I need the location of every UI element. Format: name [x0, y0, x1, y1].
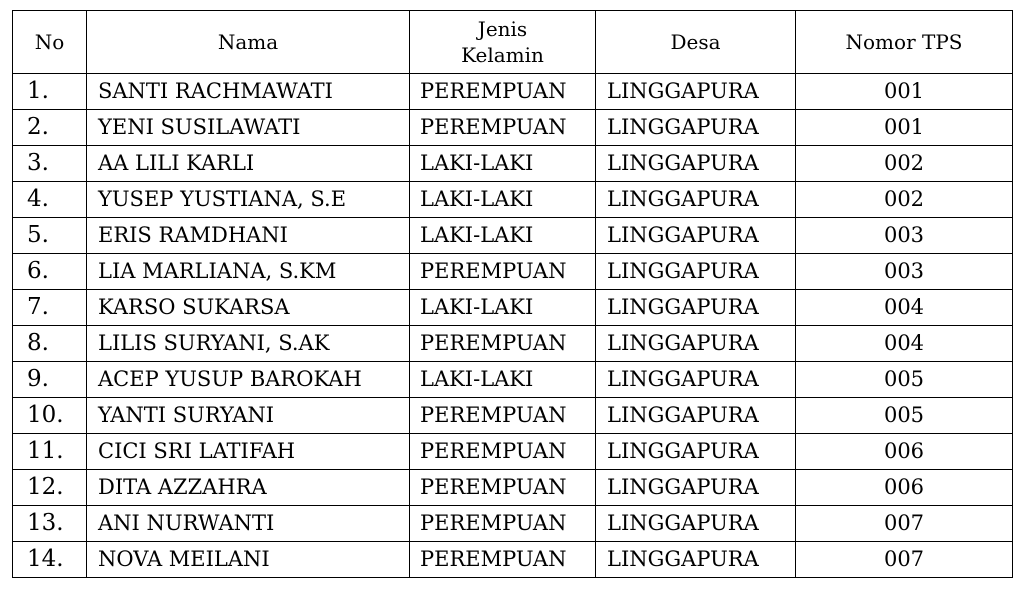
cell-desa: LINGGAPURA: [596, 254, 796, 290]
cell-jenis-kelamin: PEREMPUAN: [410, 470, 596, 506]
table-row: [13, 542, 1013, 578]
cell-nomor-tps: 006: [796, 434, 1013, 470]
cell-desa: LINGGAPURA: [596, 398, 796, 434]
table-row: [13, 110, 1013, 146]
cell-no: 4.: [13, 182, 87, 218]
cell-no: 1.: [13, 74, 87, 110]
table-row: [13, 362, 1013, 398]
cell-nomor-tps: 004: [796, 326, 1013, 362]
header-row: [13, 11, 1013, 74]
cell-nama: LIA MARLIANA, S.KM: [87, 254, 410, 290]
cell-no: 5.: [13, 218, 87, 254]
header-jenis-kelamin-line2: Kelamin: [461, 43, 544, 67]
cell-jenis-kelamin: LAKI-LAKI: [410, 290, 596, 326]
cell-nama: CICI SRI LATIFAH: [87, 434, 410, 470]
cell-jenis-kelamin: PEREMPUAN: [410, 506, 596, 542]
cell-nomor-tps: 005: [796, 398, 1013, 434]
cell-nama: SANTI RACHMAWATI: [87, 74, 410, 110]
cell-nomor-tps: 001: [796, 110, 1013, 146]
cell-nama: ACEP YUSUP BAROKAH: [87, 362, 410, 398]
cell-nomor-tps: 003: [796, 254, 1013, 290]
cell-nomor-tps: 002: [796, 146, 1013, 182]
cell-nomor-tps: 004: [796, 290, 1013, 326]
cell-nama: ANI NURWANTI: [87, 506, 410, 542]
cell-desa: LINGGAPURA: [596, 506, 796, 542]
cell-desa: LINGGAPURA: [596, 182, 796, 218]
table-row: [13, 290, 1013, 326]
cell-desa: LINGGAPURA: [596, 290, 796, 326]
cell-nomor-tps: 003: [796, 218, 1013, 254]
cell-nomor-tps: 006: [796, 470, 1013, 506]
cell-nomor-tps: 007: [796, 506, 1013, 542]
cell-jenis-kelamin: PEREMPUAN: [410, 254, 596, 290]
cell-jenis-kelamin: PEREMPUAN: [410, 326, 596, 362]
table-body: [13, 74, 1013, 578]
table-row: [13, 326, 1013, 362]
cell-jenis-kelamin: PEREMPUAN: [410, 398, 596, 434]
cell-no: 12.: [13, 470, 87, 506]
cell-nama: YUSEP YUSTIANA, S.E: [87, 182, 410, 218]
cell-desa: LINGGAPURA: [596, 326, 796, 362]
header-no: No: [13, 11, 87, 74]
officer-table: [12, 10, 1013, 578]
table-row: [13, 218, 1013, 254]
cell-jenis-kelamin: LAKI-LAKI: [410, 182, 596, 218]
cell-desa: LINGGAPURA: [596, 110, 796, 146]
cell-jenis-kelamin: PEREMPUAN: [410, 110, 596, 146]
table-row: [13, 506, 1013, 542]
cell-no: 10.: [13, 398, 87, 434]
header-nomor-tps: Nomor TPS: [796, 11, 1013, 74]
cell-no: 3.: [13, 146, 87, 182]
cell-jenis-kelamin: PEREMPUAN: [410, 434, 596, 470]
cell-nama: KARSO SUKARSA: [87, 290, 410, 326]
cell-no: 9.: [13, 362, 87, 398]
cell-desa: LINGGAPURA: [596, 470, 796, 506]
table-row: [13, 146, 1013, 182]
header-jenis-kelamin-line1: Jenis: [477, 16, 528, 41]
cell-no: 14.: [13, 542, 87, 578]
table-row: [13, 182, 1013, 218]
cell-no: 8.: [13, 326, 87, 362]
cell-nama: YANTI SURYANI: [87, 398, 410, 434]
cell-no: 11.: [13, 434, 87, 470]
table-row: [13, 74, 1013, 110]
table-row: [13, 470, 1013, 506]
cell-jenis-kelamin: LAKI-LAKI: [410, 218, 596, 254]
cell-desa: LINGGAPURA: [596, 74, 796, 110]
cell-nama: LILIS SURYANI, S.AK: [87, 326, 410, 362]
header-jenis-kelamin: [410, 11, 596, 74]
header-desa: Desa: [596, 11, 796, 74]
cell-nama: DITA AZZAHRA: [87, 470, 410, 506]
cell-jenis-kelamin: PEREMPUAN: [410, 542, 596, 578]
cell-desa: LINGGAPURA: [596, 362, 796, 398]
cell-nomor-tps: 002: [796, 182, 1013, 218]
cell-jenis-kelamin: LAKI-LAKI: [410, 146, 596, 182]
cell-jenis-kelamin: PEREMPUAN: [410, 74, 596, 110]
header-nama: Nama: [87, 11, 410, 74]
cell-desa: LINGGAPURA: [596, 146, 796, 182]
cell-desa: LINGGAPURA: [596, 218, 796, 254]
cell-jenis-kelamin: LAKI-LAKI: [410, 362, 596, 398]
cell-desa: LINGGAPURA: [596, 434, 796, 470]
cell-no: 13.: [13, 506, 87, 542]
cell-nomor-tps: 001: [796, 74, 1013, 110]
table-row: [13, 434, 1013, 470]
cell-nama: AA LILI KARLI: [87, 146, 410, 182]
cell-no: 6.: [13, 254, 87, 290]
cell-nomor-tps: 005: [796, 362, 1013, 398]
cell-nama: ERIS RAMDHANI: [87, 218, 410, 254]
cell-no: 2.: [13, 110, 87, 146]
table-row: [13, 398, 1013, 434]
table-row: [13, 254, 1013, 290]
cell-desa: LINGGAPURA: [596, 542, 796, 578]
cell-nama: YENI SUSILAWATI: [87, 110, 410, 146]
cell-nomor-tps: 007: [796, 542, 1013, 578]
cell-nama: NOVA MEILANI: [87, 542, 410, 578]
cell-no: 7.: [13, 290, 87, 326]
